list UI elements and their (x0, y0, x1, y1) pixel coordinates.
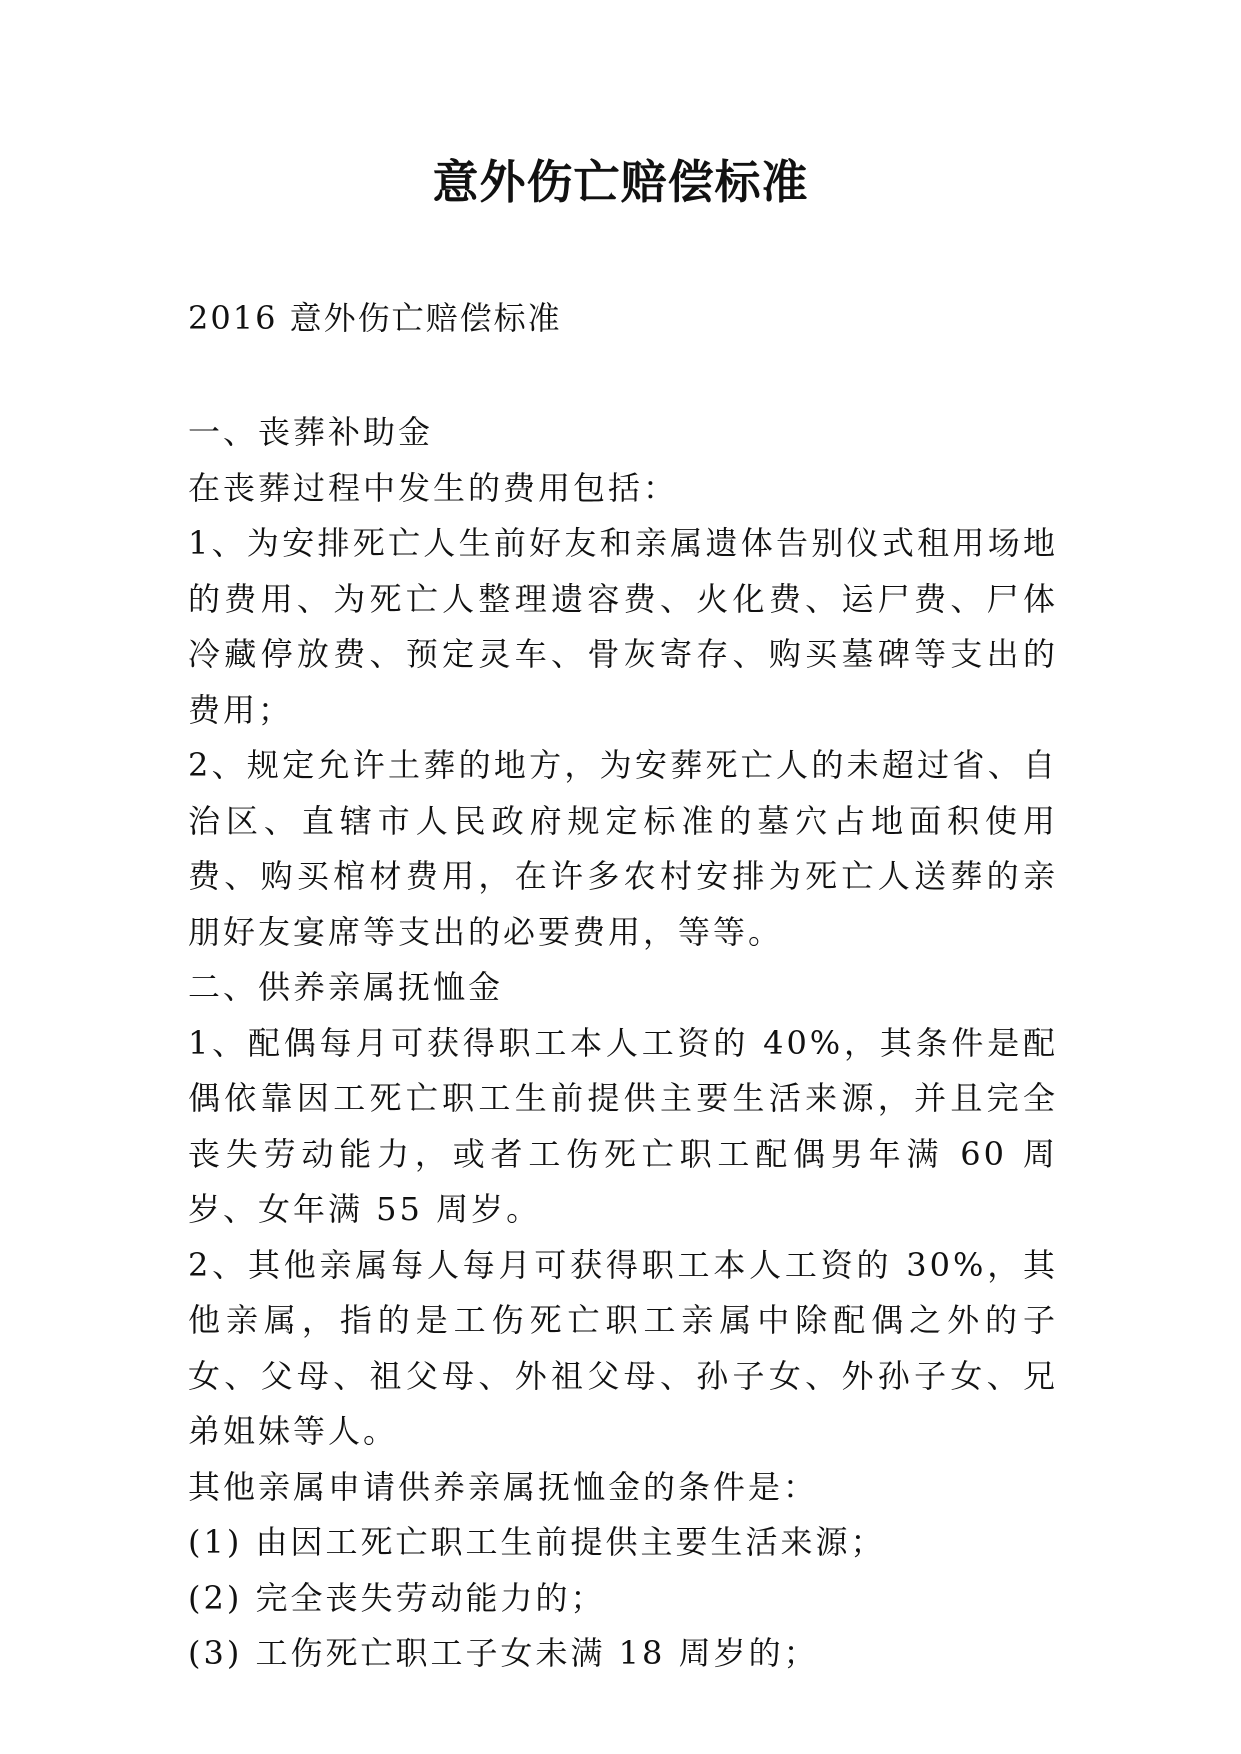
paragraph: 2、其他亲属每人每月可获得职工本人工资的 30%，其他亲属，指的是工伤死亡职工亲属中除配偶之外的子女、父母、祖父母、外祖父母、孙子女、外孙子女、兄弟姐妹等人。 (188, 1245, 1058, 1450)
section-heading-pension: 二、供养亲属抚恤金 (188, 968, 504, 1006)
document-body (188, 405, 1058, 1682)
paragraph: 在丧葬过程中发生的费用包括： (188, 468, 679, 507)
document-subtitle: 2016 意外伤亡赔偿标准 (188, 299, 562, 337)
paragraph: 2、规定允许土葬的地方，为安葬死亡人的未超过省、自治区、直辖市人民政府规定标准的墓穴占地面积使用费、购买棺材费用，在许多农村安排为死亡人送葬的亲朋好友宴席等支出的必要费用，等等。 (188, 746, 1058, 951)
section-heading-funeral: 一、丧葬补助金 (188, 413, 434, 451)
document-title: 意外伤亡赔偿标准 (432, 155, 809, 209)
paragraph: 1、为安排死亡人生前好友和亲属遗体告别仪式租用场地的费用、为死亡人整理遗容费、火化费、运尸费、尸体冷藏停放费、预定灵车、骨灰寄存、购买墓碑等支出的费用； (188, 524, 1058, 729)
paragraph: 其他亲属申请供养亲属抚恤金的条件是： (188, 1467, 819, 1506)
paragraph: 1、配偶每月可获得职工本人工资的 40%，其条件是配偶依靠因工死亡职工生前提供主要生活来源，并且完全丧失劳动能力，或者工伤死亡职工配偶男年满 60 周岁、女年满 55 周岁。 (188, 1023, 1058, 1228)
list-item: (3) 工伤死亡职工子女未满 18 周岁的； (188, 1634, 819, 1672)
list-item: (1) 由因工死亡职工生前提供主要生活来源； (188, 1523, 886, 1561)
list-item: (2) 完全丧失劳动能力的； (188, 1578, 606, 1617)
